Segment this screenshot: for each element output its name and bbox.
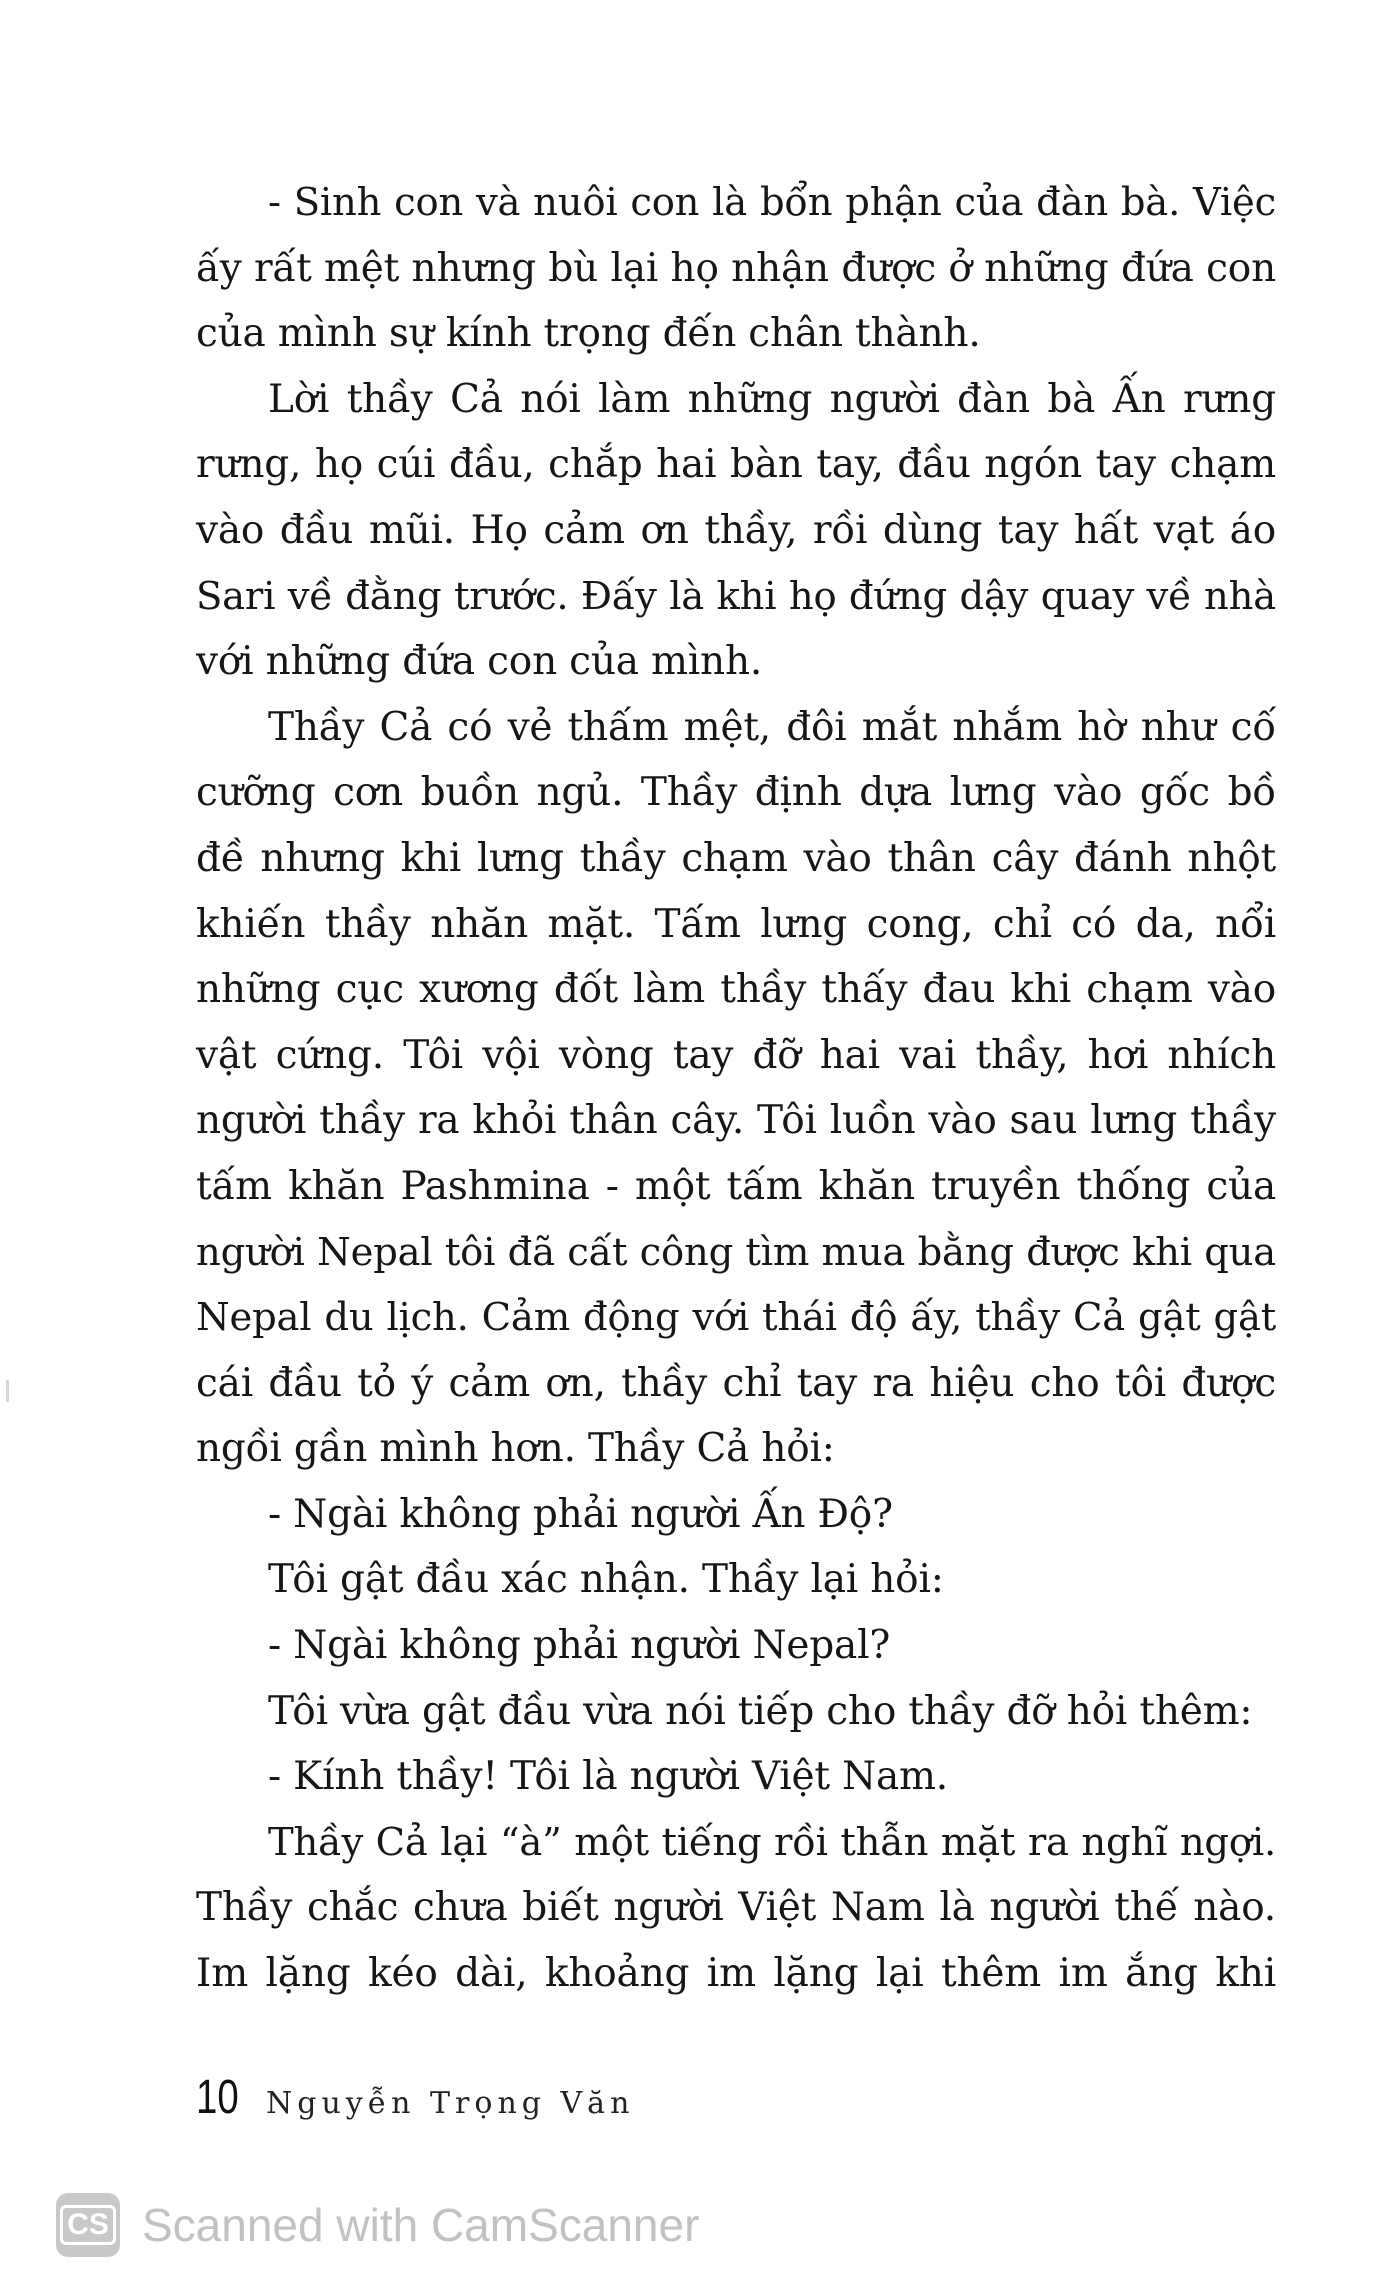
text-line: Thầy Cả có vẻ thấm mệt, đôi mắt nhắm hờ như cố xyxy=(268,704,1276,750)
text-line: Thầy Cả lại “à” một tiếng rồi thẫn mặt ra nghĩ ngợi. xyxy=(268,1819,1276,1865)
camscanner-watermark xyxy=(56,2193,699,2257)
camscanner-logo-text: CS xyxy=(60,2205,116,2245)
text-line: với những đứa con của mình. xyxy=(196,639,763,685)
camscanner-logo-icon xyxy=(56,2193,120,2257)
text-line: Lời thầy Cả nói làm những người đàn bà Ấn rưng xyxy=(268,376,1276,422)
page-number: 10 xyxy=(196,2071,239,2124)
text-line: rưng, họ cúi đầu, chắp hai bàn tay, đầu ngón tay chạm xyxy=(196,442,1276,488)
text-line: Thầy chắc chưa biết người Việt Nam là người thế nào. xyxy=(196,1885,1276,1931)
text-line: vào đầu mũi. Họ cảm ơn thầy, rồi dùng tay hất vạt áo xyxy=(196,507,1276,553)
text-line: của mình sự kính trọng đến chân thành. xyxy=(196,311,981,357)
text-line: - Sinh con và nuôi con là bổn phận của đàn bà. Việc xyxy=(268,180,1276,225)
text-line: - Ngài không phải người Nepal? xyxy=(268,1623,891,1669)
text-line: Im lặng kéo dài, khoảng im lặng lại thêm im ắng khi xyxy=(196,1951,1276,1997)
text-line: Sari về đằng trước. Đấy là khi họ đứng dậy quay về nhà xyxy=(196,573,1276,619)
text-line: đề nhưng khi lưng thầy chạm vào thân cây đánh nhột xyxy=(196,835,1276,881)
watermark-text: Scanned with CamScanner xyxy=(142,2199,700,2251)
author-name: Nguyễn Trọng Văn xyxy=(266,2086,635,2121)
scan-edge-mark xyxy=(6,1380,9,1402)
page-footer xyxy=(196,2070,634,2130)
text-line: vật cứng. Tôi vội vòng tay đỡ hai vai thầy, hơi nhích xyxy=(196,1032,1276,1078)
text-line: Tôi gật đầu xác nhận. Thầy lại hỏi: xyxy=(268,1557,944,1603)
text-line: khiến thầy nhăn mặt. Tấm lưng cong, chỉ có da, nổi xyxy=(196,901,1276,947)
text-line: những cục xương đốt làm thầy thấy đau khi chạm vào xyxy=(196,967,1276,1013)
text-line: Nepal du lịch. Cảm động với thái độ ấy, thầy Cả gật gật xyxy=(196,1295,1276,1341)
text-line: cái đầu tỏ ý cảm ơn, thầy chỉ tay ra hiệu cho tôi được xyxy=(196,1360,1276,1406)
text-line: - Kính thầy! Tôi là người Việt Nam. xyxy=(268,1754,948,1800)
text-line: cưỡng cơn buồn ngủ. Thầy định dựa lưng vào gốc bồ xyxy=(196,770,1276,816)
text-line: ngồi gần mình hơn. Thầy Cả hỏi: xyxy=(196,1426,835,1472)
text-line: tấm khăn Pashmina - một tấm khăn truyền thống của xyxy=(196,1163,1276,1209)
text-line: người thầy ra khỏi thân cây. Tôi luồn vào sau lưng thầy xyxy=(196,1098,1276,1144)
text-line: - Ngài không phải người Ấn Độ? xyxy=(268,1491,893,1537)
text-line: Tôi vừa gật đầu vừa nói tiếp cho thầy đỡ hỏi thêm: xyxy=(268,1688,1253,1734)
text-line: người Nepal tôi đã cất công tìm mua bằng được khi qua xyxy=(196,1229,1276,1275)
body-text xyxy=(196,170,1276,2007)
text-line: ấy rất mệt nhưng bù lại họ nhận được ở những đứa con xyxy=(196,245,1276,291)
